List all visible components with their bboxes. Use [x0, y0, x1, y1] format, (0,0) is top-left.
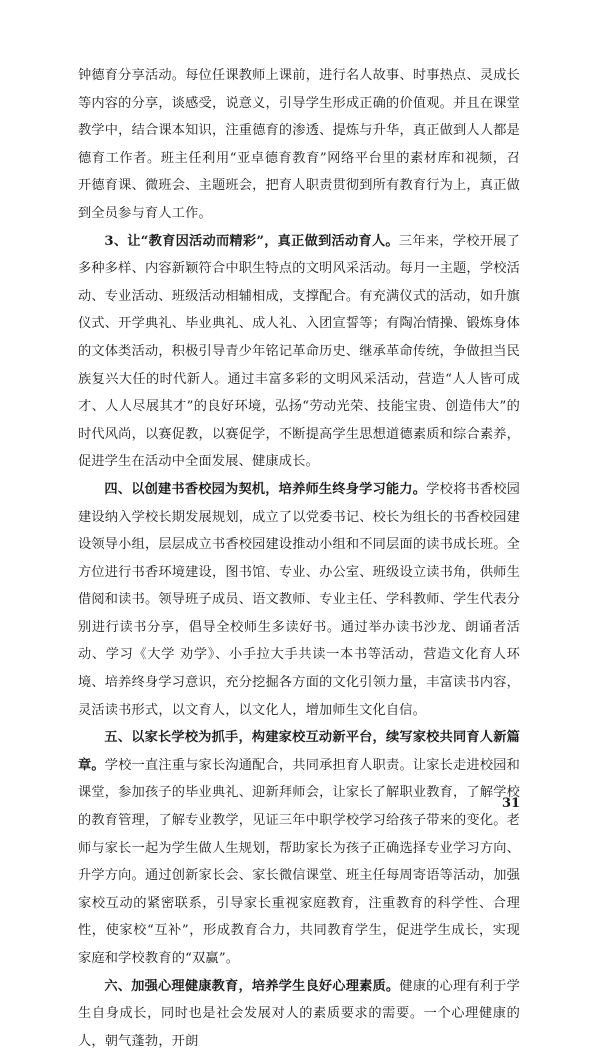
- paragraph-heading: 六、加强心理健康教育，培养学生良好心理素质。: [104, 978, 400, 994]
- paragraph-continuation: [78, 62, 520, 228]
- paragraph-parent-school: [78, 724, 520, 972]
- page-number: 31: [502, 796, 521, 811]
- paragraph-text: 学校一直注重与家长沟通配合，共同承担育人职责。让家长走进校园和课堂，参加孩子的毕业典礼、迎新拜师会，让家长了解职业教育，了解学校的教育管理，了解专业教学，见证三年中职学校学习给孩子带来的变化。老师与家长一起为学生做人生规划，帮助家长为孩子正确选择专业学习方向、升学方向。通过创新家长会、家长微信课堂、班主任每周寄语等活动，加强家校互动的紧密联系，引导家长重视家庭教育，注重教育的科学性、合理性，使家校“互补”，形成教育合力，共同教育学生，促进学生成长，实现家庭和学校教育的“双赢”。: [78, 757, 520, 966]
- paragraph-heading: 3、让“教育因活动而精彩”，真正做到活动育人。: [104, 233, 399, 249]
- paragraph-scholarly-campus: [78, 476, 520, 724]
- paragraph-text: 健康的心理有利于学生自身成长，同时也是社会发展对人的素质要求的需要。一个心理健康的人，朝气蓬勃，开朗: [78, 978, 520, 1049]
- paragraph-mental-health: [78, 973, 520, 1055]
- paragraph-activity-education: [78, 228, 520, 476]
- paragraph-heading: 四、以创建书香校园为契机，培养师生终身学习能力。: [104, 481, 427, 497]
- page-body: [78, 62, 520, 1055]
- paragraph-text: 三年来，学校开展了多种多样、内容新颖符合中职生特点的文明风采活动。每月一主题，学校活动、专业活动、班级活动相辅相成，支撑配合。有充满仪式的活动，如升旗仪式、开学典礼、毕业典礼、成人礼、入团宣誓等；有陶冶情操、锻炼身体的文体类活动，积极引导青少年铭记革命历史、继承革命传统，争做担当民族复兴大任的时代新人。通过丰富多彩的文明风采活动，营造“人人皆可成才、人人尽展其才”的良好环境，弘扬“劳动光荣、技能宝贵、创造伟大”的时代风尚，以赛促教，以赛促学，不断提高学生思想道德素质和综合素养，促进学生在活动中全面发展、健康成长。: [78, 233, 520, 470]
- paragraph-text: 学校将书香校园建设纳入学校长期发展规划，成立了以党委书记、校长为组长的书香校园建设领导小组，层层成立书香校园建设推动小组和不同层面的读书成长班。全方位进行书香环境建设，图书馆、专业、办公室、班级设立读书角，供师生借阅和读书。领导班子成员、语文教师、专业主任、学科教师、学生代表分别进行读书分享，倡导全校师生多读好书。通过举办读书沙龙、朗诵者活动、学习《大学 劝学》、小手拉大手共读一本书等活动，营造文化育人环境、培养终身学习意识，充分挖掘各方面的文化引领力量，丰富读书内容，灵活读书形式，以文育人，以文化人，增加师生文化自信。: [78, 481, 520, 718]
- paragraph-heading: 五、以家长学校为抓手，构建家校互动新平台，续写家校共同育人新篇章。: [78, 730, 520, 773]
- paragraph-text: 钟德育分享活动。每位任课教师上课前，进行名人故事、时事热点、灵成长等内容的分享，谈感受，说意义，引导学生形成正确的价值观。并且在课堂教学中，结合课本知识，注重德育的渗透、提炼与升华，真正做到人人都是德育工作者。班主任利用“亚卓德育教育”网络平台里的素材库和视频，召开德育课、微班会、主题班会，把育人职责贯彻到所有教育行为上，真正做到全员参与育人工作。: [78, 68, 520, 221]
